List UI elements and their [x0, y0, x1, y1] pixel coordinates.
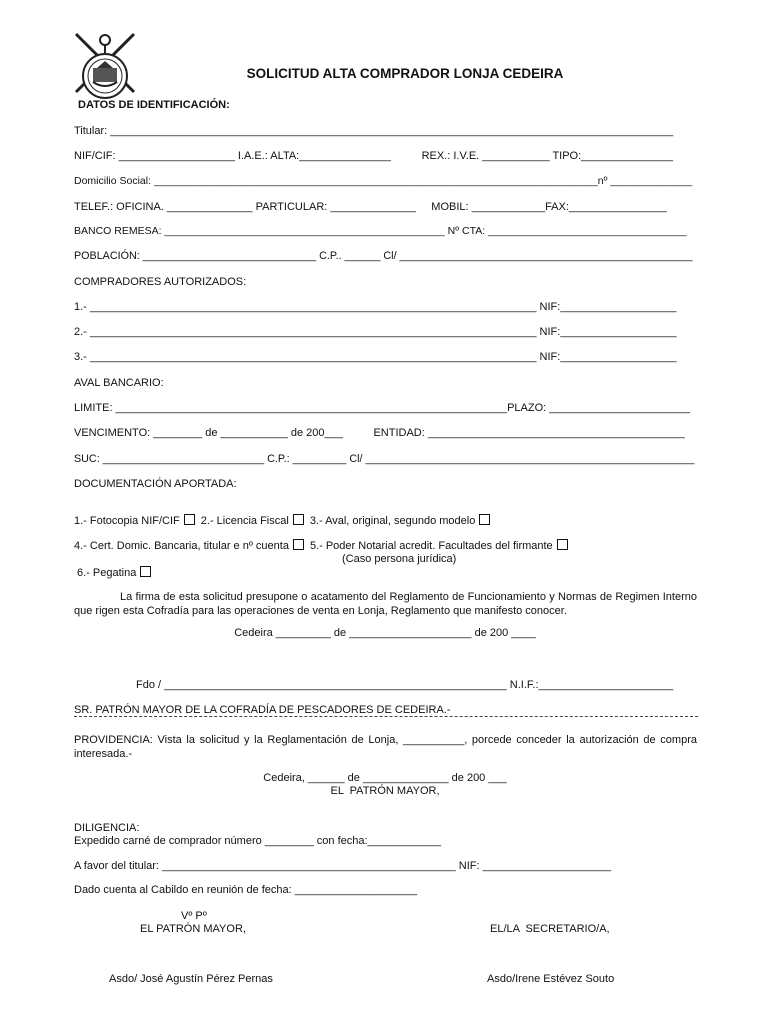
limite-plazo-field[interactable]: LIMITE: ________________________________________________________________PLAZO: _______________________ — [74, 402, 690, 414]
poblacion-field[interactable]: POBLACIÓN: _____________________________ C.P.. ______ Cl/ _________________________________________________ — [74, 250, 693, 262]
doc-4-checkbox[interactable] — [293, 539, 304, 550]
favor-titular-line[interactable]: A favor del titular: ________________________________________________ NIF: _____________________ — [74, 860, 612, 872]
banco-remesa-field[interactable]: BANCO REMESA: ________________________________________________ Nº CTA: __________________________________ — [74, 225, 687, 237]
providencia-patron-label: EL PATRÓN MAYOR, — [330, 785, 440, 797]
comprador-2-field[interactable]: 2.- _________________________________________________________________________ NIF:___________________ — [74, 326, 677, 338]
doc-2-checkbox[interactable] — [293, 514, 304, 525]
docs-row-3 — [77, 566, 157, 580]
place-date-line[interactable]: Cedeira _________ de ____________________ de 200 ____ — [234, 627, 536, 639]
declaration-paragraph: La firma de esta solicitud presupone o acatamento del Reglamento de Funcionamiento y Normas de Regimen Interno que rigen esta Cofradía para las operaciones de venta en Lonja, Reglamento que manifesto conocer. — [74, 591, 697, 617]
telefono-fax-fields[interactable]: TELEF.: OFICINA. ______________ PARTICULAR: ______________ MOBIL: ____________FAX:________________ — [74, 201, 667, 213]
sig-left-title: EL PATRÓN MAYOR, — [140, 923, 246, 935]
doc-5-checkbox[interactable] — [557, 539, 568, 550]
sig-left-name: Asdo/ José Agustín Pérez Pernas — [109, 973, 273, 985]
doc-3-label: 3.- Aval, original, segundo modelo — [309, 515, 476, 527]
sig-right-title: EL/LA SECRETARIO/A, — [490, 923, 610, 935]
comprador-1-field[interactable]: 1.- _________________________________________________________________________ NIF:___________________ — [74, 301, 677, 313]
documentacion-heading: DOCUMENTACIÓN APORTADA: — [74, 478, 237, 490]
doc-4-label: 4.- Cert. Domic. Bancaria, titular e nº cuenta — [74, 540, 289, 552]
section-heading-identification: DATOS DE IDENTIFICACIÓN: — [78, 99, 230, 111]
doc-6-checkbox[interactable] — [140, 566, 151, 577]
domicilio-field[interactable]: Domicilio Social: ____________________________________________________________________________nº ______________ — [74, 175, 693, 187]
suc-cp-field[interactable]: SUC: ___________________________ C.P.: _________ Cl/ _______________________________________________________ — [74, 453, 695, 465]
doc-1-label: 1.- Fotocopia NIF/CIF — [74, 515, 180, 527]
vencimento-entidad-field[interactable]: VENCIMENTO: ________ de ___________ de 200___ ENTIDAD: __________________________________________ — [74, 427, 685, 439]
docs-row-1 — [74, 514, 496, 528]
doc-3-checkbox[interactable] — [479, 514, 490, 525]
sig-right-name: Asdo/Irene Estévez Souto — [487, 973, 615, 985]
cabildo-date-line[interactable]: Dado cuenta al Cabildo en reunión de fecha: ____________________ — [74, 884, 418, 896]
cofradia-seal-logo — [70, 30, 140, 104]
doc-5-label: 5.- Poder Notarial acredit. Facultades del firmante — [309, 540, 553, 552]
doc-2-label: 2.- Licencia Fiscal — [200, 515, 289, 527]
doc-1-checkbox[interactable] — [184, 514, 195, 525]
titular-field[interactable]: Titular: ____________________________________________________________________________________________ — [74, 125, 674, 137]
nif-iae-rex-tipo-fields[interactable]: NIF/CIF: ___________________ I.A.E.: ALTA:_______________ REX.: I.V.E. ___________ TIPO:_______________ — [74, 150, 673, 162]
form-title: SOLICITUD ALTA COMPRADOR LONJA CEDEIRA — [246, 66, 564, 81]
cut-divider — [74, 716, 698, 717]
providencia-date-line[interactable]: Cedeira, ______ de ______________ de 200 ___ — [263, 772, 507, 784]
docs-row-2 — [74, 539, 574, 553]
visto-bueno-label: Vº Pº — [181, 910, 207, 922]
signature-fdo-nif-line[interactable]: Fdo / ________________________________________________________ N.I.F.:______________________ — [136, 679, 674, 691]
doc-6-label: 6.- Pegatina — [77, 567, 137, 579]
aval-heading: AVAL BANCARIO: — [74, 377, 164, 389]
comprador-3-field[interactable]: 3.- _________________________________________________________________________ NIF:___________________ — [74, 351, 677, 363]
diligencia-heading: DILIGENCIA: — [74, 822, 140, 834]
compradores-heading: COMPRADORES AUTORIZADOS: — [74, 276, 247, 288]
addressee-line: SR. PATRÓN MAYOR DE LA COFRADÍA DE PESCADORES DE CEDEIRA.- — [74, 704, 451, 716]
providencia-paragraph: PROVIDENCIA: Vista la solicitud y la Reglamentación de Lonja, __________, porcede conceder la autorización de compra interesada.- — [74, 734, 697, 760]
doc-5-note: (Caso persona jurídica) — [342, 553, 457, 565]
expedido-carne-line[interactable]: Expedido carné de comprador número ________ con fecha:____________ — [74, 835, 441, 847]
